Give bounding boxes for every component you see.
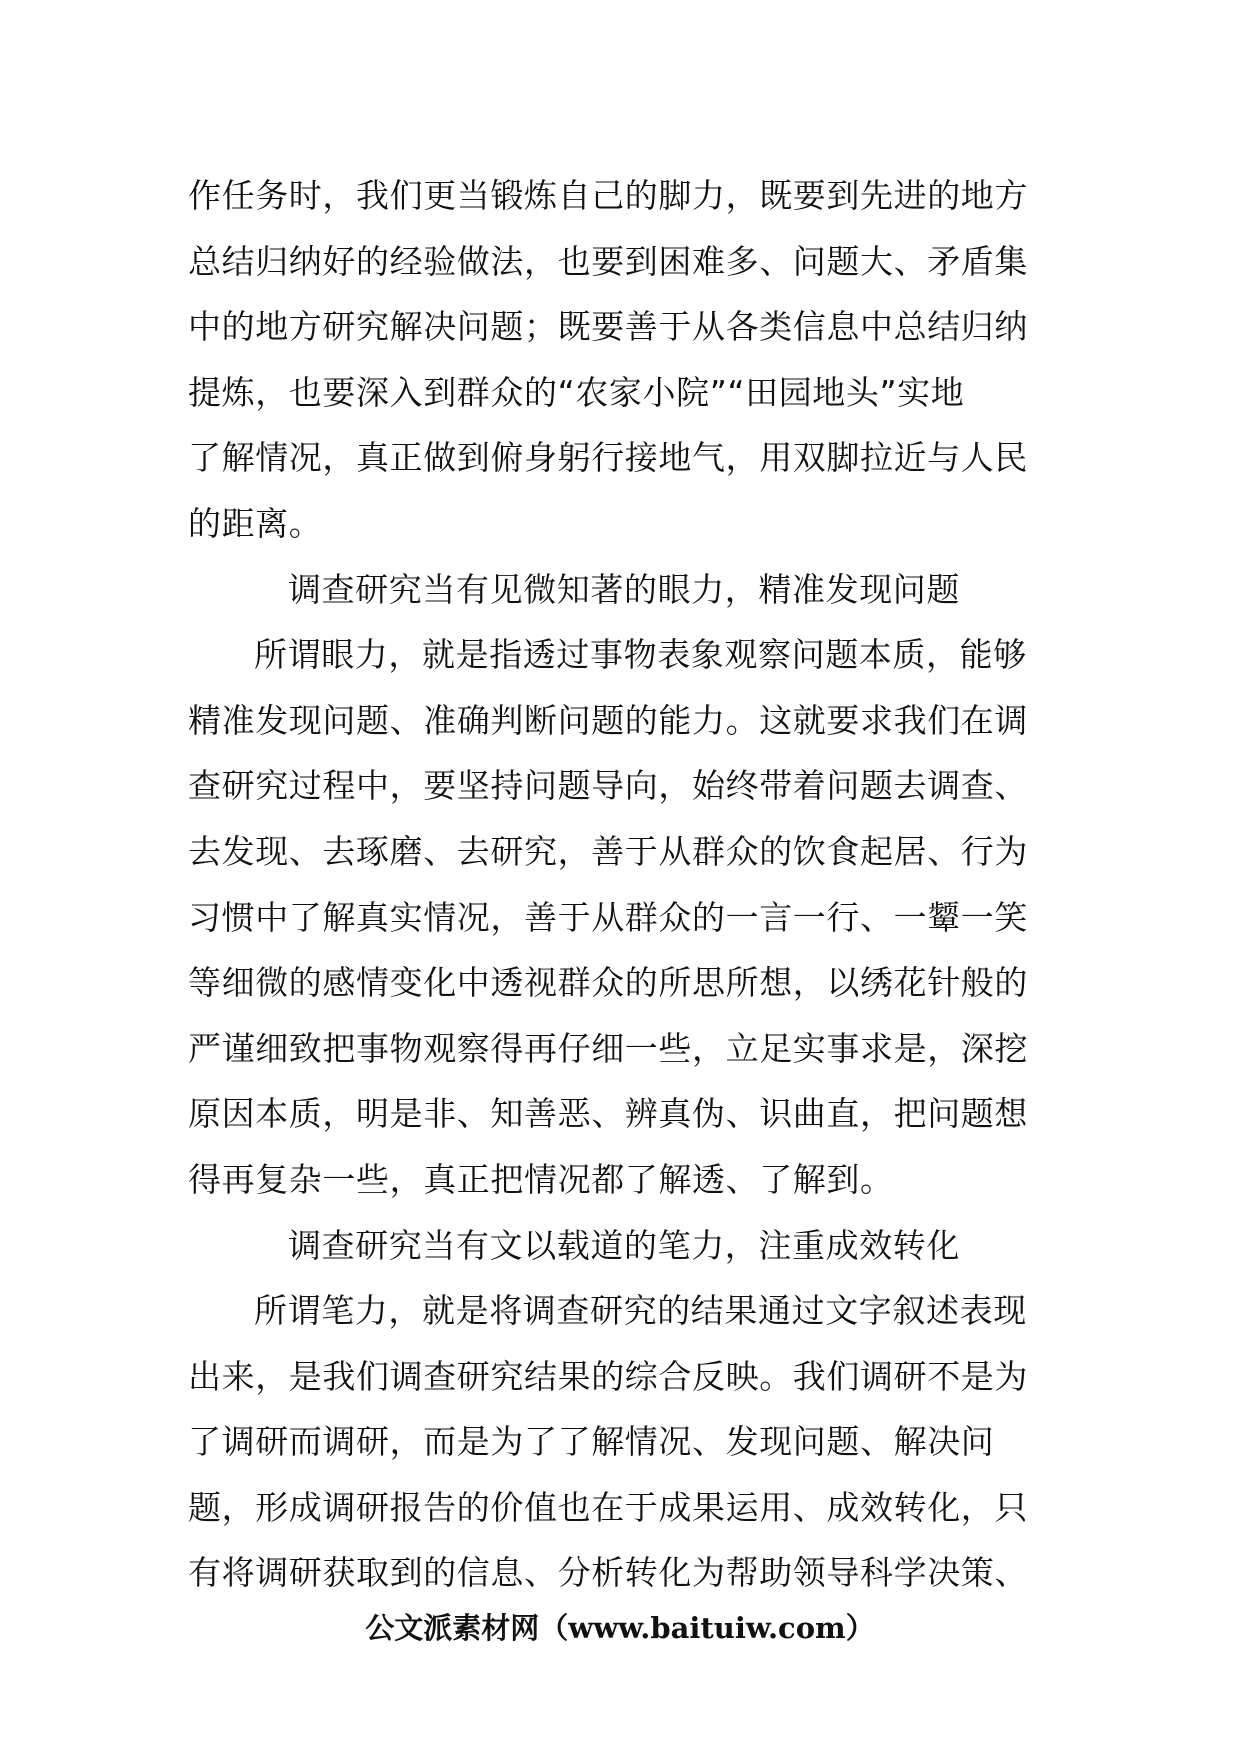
text-line: 总结归纳好的经验做法，也要到困难多、问题大、矛盾集	[188, 241, 1028, 281]
text-line: 了调研而调研，而是为了了解情况、发现问题、解决问	[188, 1422, 995, 1462]
text-line: 去发现、去琢磨、去研究，善于从群众的饮食起居、行为	[188, 831, 1028, 871]
text-line: 精准发现问题、准确判断问题的能力。这就要求我们在调	[188, 700, 1028, 740]
paragraph-first-line: 所谓笔力，就是将调查研究的结果通过文字叙述表现	[254, 1291, 1027, 1331]
text-line: 了解情况，真正做到俯身躬行接地气，用双脚拉近与人民	[188, 438, 1028, 478]
text-line: 原因本质，明是非、知善恶、辨真伪、识曲直，把问题想	[188, 1094, 1028, 1134]
text-line: 有将调研获取到的信息、分析转化为帮助领导科学决策、	[188, 1553, 1028, 1593]
text-line: 题，形成调研报告的价值也在于成果运用、成效转化，只	[188, 1487, 1028, 1527]
text-line: 等细微的感情变化中透视群众的所思所想，以绣花针般的	[188, 963, 1028, 1003]
text-line: 习惯中了解真实情况，善于从群众的一言一行、一颦一笑	[188, 897, 1028, 937]
text-line: 的距离。	[188, 503, 323, 543]
section-heading: 调查研究当有见微知著的眼力，精准发现问题	[288, 569, 960, 609]
body-text	[188, 163, 1064, 1606]
text-line: 严谨细致把事物观察得再仔细一些，立足实事求是，深挖	[188, 1028, 1028, 1068]
footer-watermark: 公文派素材网（www.baituiw.com）	[365, 1611, 875, 1645]
text-line: 得再复杂一些，真正把情况都了解透、了解到。	[188, 1159, 894, 1199]
text-line: 作任务时，我们更当锻炼自己的脚力，既要到先进的地方	[188, 176, 1028, 215]
text-line: 中的地方研究解决问题；既要善于从各类信息中总结归纳	[188, 307, 1028, 347]
paragraph-first-line: 所谓眼力，就是指透过事物表象观察问题本质，能够	[254, 635, 1027, 675]
text-line: 出来，是我们调查研究结果的综合反映。我们调研不是为	[188, 1356, 1028, 1396]
text-line: 提炼，也要深入到群众的“农家小院”“田园地头”实地	[188, 372, 965, 412]
section-heading: 调查研究当有文以载道的笔力，注重成效转化	[288, 1225, 960, 1265]
text-line: 查研究过程中，要坚持问题导向，始终带着问题去调查、	[188, 766, 1028, 806]
